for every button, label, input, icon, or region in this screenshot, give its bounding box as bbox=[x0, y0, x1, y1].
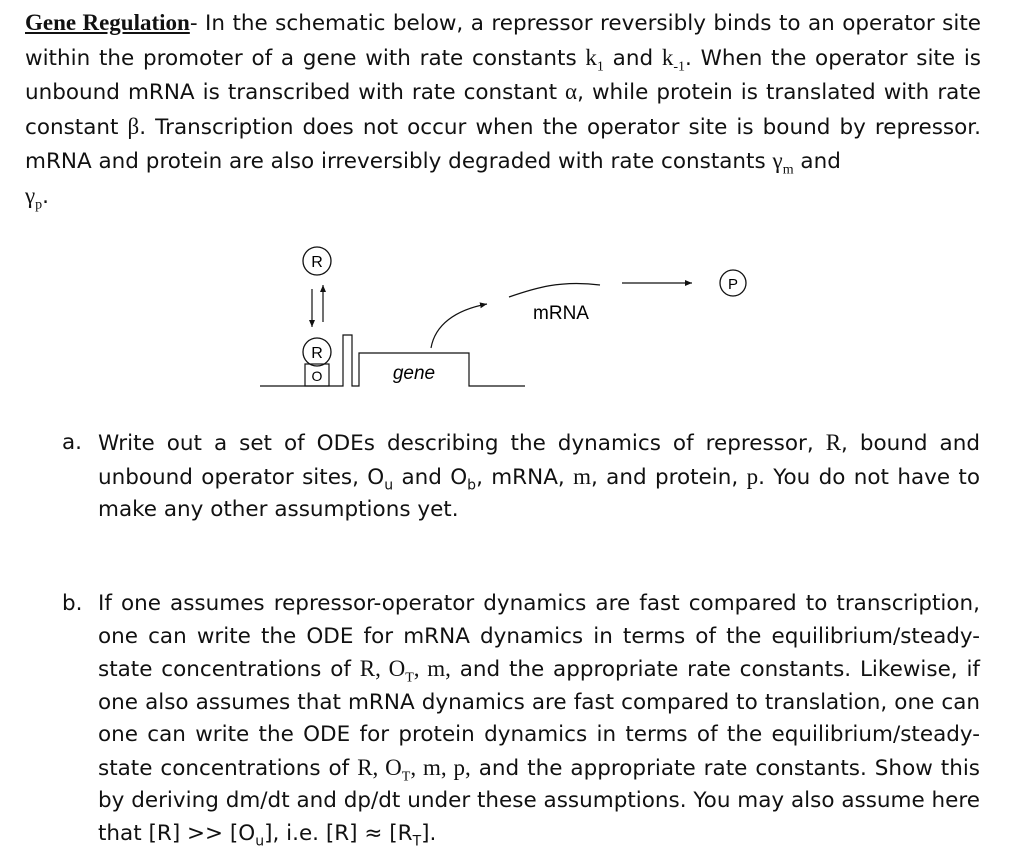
qb-text-4: ], i.e. [R] ≈ [R bbox=[264, 820, 413, 846]
qb-text-3: and the appropriate rate constants. Show this by deriving dm/dt and dp/dt under these assumptions. You may also assume here that [R] >> [O bbox=[98, 755, 981, 846]
protein-label: P bbox=[727, 276, 739, 293]
mrna-label: mRNA bbox=[533, 303, 589, 324]
free-repressor-label: R bbox=[311, 254, 323, 271]
intro-paragraph bbox=[25, 6, 981, 213]
qb-m-symbol-1: , m, bbox=[413, 656, 451, 681]
gamma-m-subscript: m bbox=[782, 162, 794, 178]
gamma-p-subscript: p bbox=[35, 197, 43, 213]
question-b-label: b. bbox=[62, 591, 83, 616]
intro-text-3: . When the operator site is unbound mRNA is transcribed with rate constant bbox=[25, 45, 981, 105]
gamma-m-letter: γ bbox=[772, 148, 783, 173]
intro-text-5: . Transcription does not occur when the operator site is bound by repressor. mRNA and protein are also irreversibly degraded with rate constants bbox=[25, 114, 981, 174]
question-b bbox=[62, 588, 980, 850]
transcription-arrow bbox=[431, 304, 487, 348]
gamma-p-letter: γ bbox=[25, 182, 36, 208]
qa-text-1: Write out a set of ODEs describing the dynamics of repressor, bbox=[98, 431, 826, 456]
gene-regulation-schematic bbox=[255, 240, 755, 400]
question-a bbox=[62, 427, 980, 527]
question-a-label: a. bbox=[62, 430, 83, 455]
qa-R-symbol: R bbox=[825, 430, 842, 455]
beta-symbol: β bbox=[127, 113, 140, 139]
qb-R-OT-symbols-2: R, O bbox=[357, 754, 402, 780]
gamma-p-symbol bbox=[25, 182, 43, 213]
qb-text-2: and the appropriate rate constants. Likewise, if one also assumes that mRNA dynamics are fast compared to translation, one can one can write the ODE for protein dynamics in terms of the equilibrium/steady-state concentrations of bbox=[98, 657, 981, 781]
qa-Ou-subscript: u bbox=[384, 476, 394, 493]
qb-m-p-symbols: , m, p, bbox=[410, 754, 471, 780]
qa-m-symbol: m bbox=[573, 463, 591, 489]
qb-OT-subscript-2: T bbox=[401, 768, 411, 784]
qb-text-5: ]. bbox=[421, 820, 437, 846]
k-minus1-subscript: -1 bbox=[673, 59, 686, 75]
gamma-m-symbol bbox=[772, 148, 794, 178]
intro-text-6: and bbox=[793, 149, 841, 174]
alpha-symbol: α bbox=[565, 79, 578, 104]
k-minus1-symbol bbox=[661, 44, 686, 75]
qa-text-6: . You do not have to make any other assumptions yet. bbox=[98, 464, 981, 522]
qb-Ou-subscript: u bbox=[255, 832, 265, 849]
qa-text-3: and O bbox=[393, 464, 468, 490]
qa-p-symbol: p bbox=[746, 463, 759, 489]
qa-text-2: , bound and unbound operator sites, O bbox=[98, 431, 980, 490]
intro-text-2: and bbox=[603, 45, 662, 71]
mrna-squiggle bbox=[509, 283, 600, 297]
intro-text-4: , while protein is translated with rate constant bbox=[25, 80, 981, 140]
operator-label: O bbox=[311, 368, 323, 384]
qa-Ob-subscript: b bbox=[467, 476, 477, 493]
k1-letter: k bbox=[585, 44, 597, 70]
k1-subscript: 1 bbox=[596, 59, 604, 75]
gene-label: gene bbox=[392, 363, 436, 384]
section-heading: Gene Regulation bbox=[25, 10, 190, 35]
intro-text-1: - In the schematic below, a repressor reversibly binds to an operator site within the promoter of a gene with rate constants bbox=[25, 11, 981, 71]
qb-OT-subscript-1: T bbox=[405, 670, 414, 686]
question-b-text bbox=[98, 588, 980, 850]
question-a-text bbox=[98, 427, 980, 527]
bound-repressor-label: R bbox=[311, 345, 323, 362]
qb-text-1: If one assumes repressor-operator dynamics are fast compared to transcription, one can write the ODE for mRNA dynamics in terms of the equilibrium/steady-state concentrations of bbox=[98, 591, 980, 682]
intro-text-7: . bbox=[42, 183, 50, 209]
qb-RT-subscript: T bbox=[412, 832, 422, 849]
k1-symbol bbox=[585, 44, 604, 75]
qa-text-4: , mRNA, bbox=[476, 464, 574, 490]
qa-text-5: , and protein, bbox=[590, 464, 747, 490]
k-minus1-letter: k bbox=[661, 44, 674, 70]
qb-R-OT-symbols-1: R, O bbox=[359, 656, 406, 681]
